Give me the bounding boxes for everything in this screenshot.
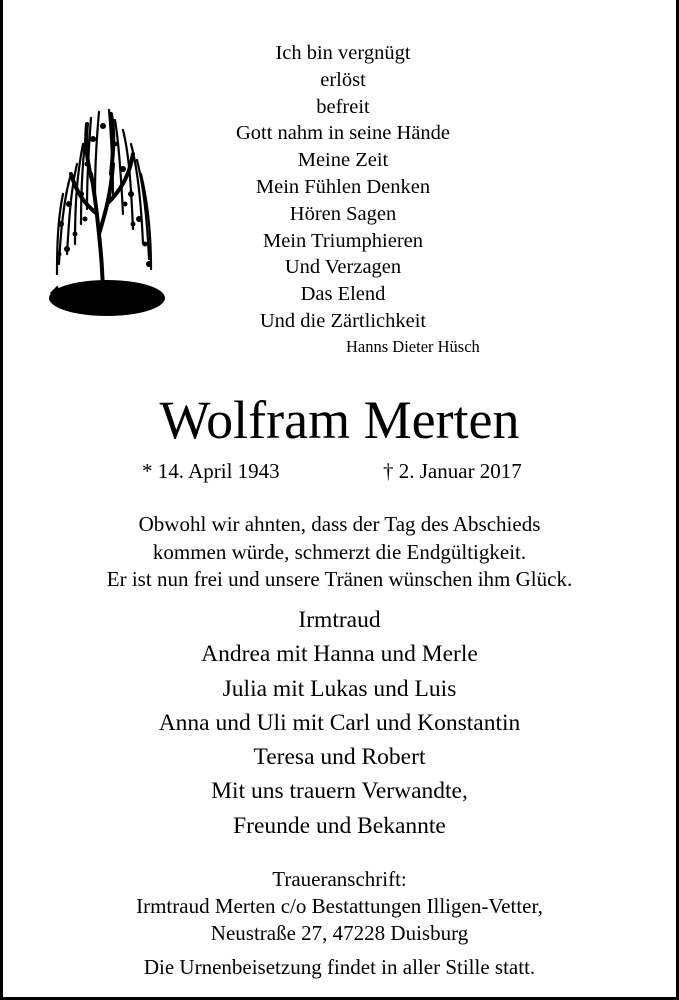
poem-line: befreit xyxy=(316,95,370,118)
deceased-name: Wolfram Merten xyxy=(159,390,520,450)
mourners-list xyxy=(3,603,676,843)
address-line: Neustraße 27, 47228 Duisburg xyxy=(210,921,469,945)
poem-line: Ich bin vergnügt xyxy=(275,42,411,64)
mourner-entry: Teresa und Robert xyxy=(253,744,426,771)
burial-note: Die Urnenbeisetzung findet in aller Stille statt. xyxy=(143,955,536,979)
address-line: Irmtraud Merten c/o Bestattungen Illigen-Vetter, xyxy=(136,894,543,918)
death-date: † 2. Januar 2017 xyxy=(383,459,522,483)
mourner-entry: Anna und Uli mit Carl und Konstantin xyxy=(158,709,521,736)
mourner-entry: Irmtraud xyxy=(298,607,381,633)
poem-line: Gott nahm in seine Hände xyxy=(235,122,451,145)
poem-line: Und die Zärtlichkeit xyxy=(259,309,427,332)
weeping-willow-icon xyxy=(41,104,167,332)
statement-line: Er ist nun frei und unsere Tränen wünschen ihm Glück. xyxy=(106,567,573,591)
poem-line: Hören Sagen xyxy=(289,202,397,225)
poem-line: Mein Fühlen Denken xyxy=(255,175,431,198)
poem-author: Hanns Dieter Hüsch xyxy=(346,337,480,356)
birth-date: * 14. April 1943 xyxy=(142,459,280,483)
mourning-address xyxy=(3,866,676,947)
statement-line: kommen würde, schmerzt die Endgültigkeit. xyxy=(152,539,527,564)
poem-line: Und Verzagen xyxy=(284,256,402,279)
poem-line: Das Elend xyxy=(300,283,386,306)
poem-line: Meine Zeit xyxy=(297,149,389,172)
statement-line: Obwohl wir ahnten, dass der Tag des Abschieds xyxy=(138,512,541,536)
address-line: Traueranschrift: xyxy=(272,867,407,891)
poem-line: Mein Triumphieren xyxy=(262,229,424,252)
poem xyxy=(153,40,533,335)
mourning-statement xyxy=(3,511,676,594)
poem-line: erlöst xyxy=(320,68,366,91)
mourner-entry: Andrea mit Hanna und Merle xyxy=(201,641,478,668)
mourner-entry: Mit uns trauern Verwandte, xyxy=(211,778,468,805)
mourner-entry: Julia mit Lukas und Luis xyxy=(222,675,457,702)
mourner-entry: Freunde und Bekannte xyxy=(233,812,446,839)
